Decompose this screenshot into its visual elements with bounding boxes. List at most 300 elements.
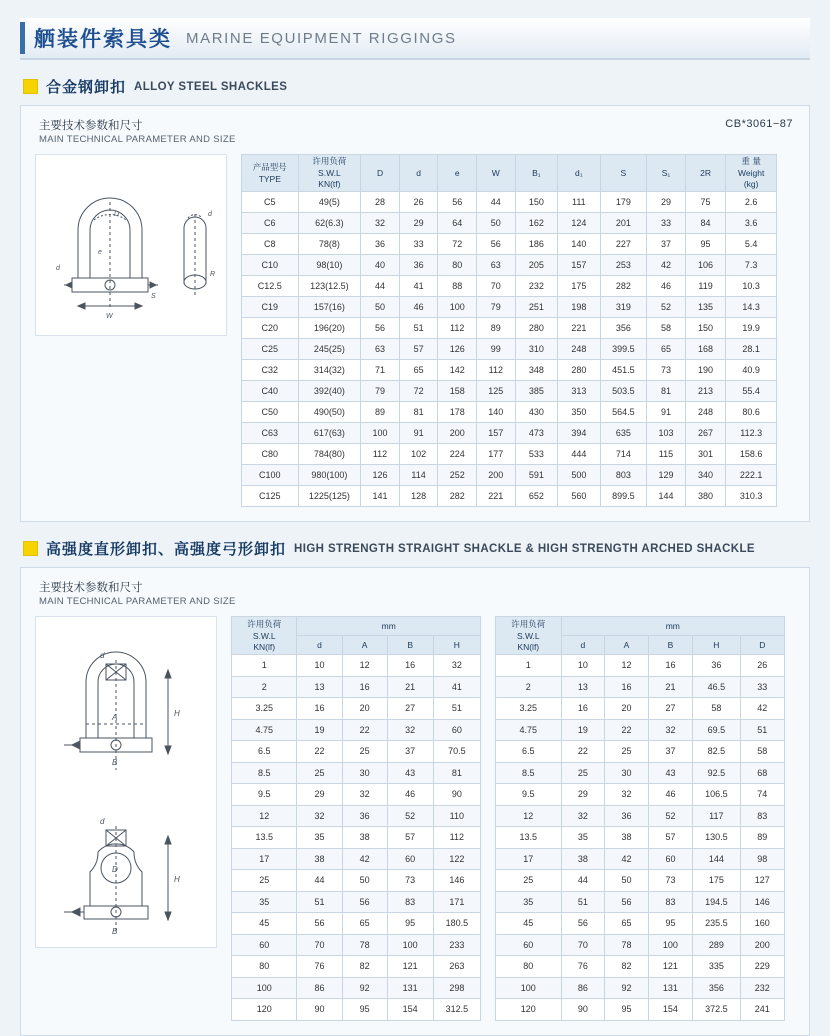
table-row — [232, 934, 481, 956]
cell: 78 — [342, 934, 387, 956]
cell: 81 — [399, 402, 438, 423]
cell: 70 — [561, 934, 605, 956]
cell: 714 — [600, 444, 647, 465]
cell: 124 — [558, 213, 601, 234]
cell: 60 — [648, 848, 692, 870]
cell: 76 — [561, 956, 605, 978]
cell: 64 — [438, 213, 477, 234]
cell: 13 — [297, 676, 342, 698]
cell: C8 — [242, 234, 299, 255]
section2-subtitle — [39, 580, 795, 608]
cell: 123(12.5) — [298, 276, 361, 297]
cell: 91 — [399, 423, 438, 444]
cell: 33 — [647, 213, 686, 234]
alloy-steel-shackle-figure — [35, 154, 227, 336]
col-group-mm-right: mm — [561, 617, 784, 636]
cell: 444 — [558, 444, 601, 465]
cell: 90 — [433, 784, 480, 806]
alloy-steel-shackles-table — [241, 154, 777, 507]
table-row — [496, 870, 785, 892]
table-row — [232, 762, 481, 784]
alloy-table-body — [242, 192, 777, 507]
cell: 41 — [399, 276, 438, 297]
cell: 356 — [693, 977, 740, 999]
cell: 36 — [399, 255, 438, 276]
col-swl-cn: 许用负荷 — [511, 619, 546, 630]
cell: 190 — [685, 360, 726, 381]
cell: 280 — [558, 360, 601, 381]
cell: 157 — [477, 423, 516, 444]
svg-text:d: d — [208, 211, 212, 218]
cell: 201 — [600, 213, 647, 234]
cell: 232 — [515, 276, 558, 297]
cell: 490(50) — [298, 402, 361, 423]
cell: 8.5 — [496, 762, 562, 784]
cell: 46 — [399, 297, 438, 318]
cell: 157(16) — [298, 297, 361, 318]
cell: 122 — [433, 848, 480, 870]
cell: 146 — [433, 870, 480, 892]
cell: 43 — [387, 762, 433, 784]
cell: 56 — [342, 891, 387, 913]
cell: 44 — [477, 192, 516, 213]
cell: 19 — [561, 719, 605, 741]
cell: 1 — [496, 655, 562, 677]
cell: 154 — [648, 999, 692, 1021]
cell: 298 — [433, 977, 480, 999]
cell: 194.5 — [693, 891, 740, 913]
table-row — [496, 934, 785, 956]
cell: 80 — [438, 255, 477, 276]
cell: 49(5) — [298, 192, 361, 213]
cell: 356 — [600, 318, 647, 339]
cell: 7.3 — [726, 255, 777, 276]
cell: 73 — [647, 360, 686, 381]
cell: 56 — [361, 318, 400, 339]
table-header-row — [242, 155, 777, 192]
cell: 158 — [438, 381, 477, 402]
cell: 36 — [342, 805, 387, 827]
table-row — [496, 891, 785, 913]
cell: 227 — [600, 234, 647, 255]
svg-text:R: R — [210, 271, 216, 278]
col-swl-cn: 许用负荷 — [312, 157, 347, 167]
table-row — [242, 297, 777, 318]
cell: 19.9 — [726, 318, 777, 339]
col-e: e — [438, 155, 477, 192]
svg-text:W: W — [106, 313, 113, 320]
col-swl-en: S.W.L — [516, 630, 540, 641]
cell: 385 — [515, 381, 558, 402]
cell: 70.5 — [433, 741, 480, 763]
col-D-right: D — [740, 636, 784, 655]
cell: 635 — [600, 423, 647, 444]
cell: C10 — [242, 255, 299, 276]
cell: 280 — [515, 318, 558, 339]
cell: 95 — [342, 999, 387, 1021]
cell: 78(8) — [298, 234, 361, 255]
cell: 46 — [647, 276, 686, 297]
cell: 22 — [561, 741, 605, 763]
cell: 86 — [561, 977, 605, 999]
cell: 222.1 — [726, 465, 777, 486]
cell: 46.5 — [693, 676, 740, 698]
cell: 314(32) — [298, 360, 361, 381]
cell: 451.5 — [600, 360, 647, 381]
cell: 348 — [515, 360, 558, 381]
straight-shackle-table-body — [232, 655, 481, 1021]
cell: 106 — [685, 255, 726, 276]
col-W: W — [477, 155, 516, 192]
square-bullet-icon — [24, 80, 37, 93]
cell: 50 — [342, 870, 387, 892]
cell: 248 — [685, 402, 726, 423]
cell: 89 — [361, 402, 400, 423]
cell: 42 — [647, 255, 686, 276]
table-row — [232, 848, 481, 870]
col-A-right: A — [605, 636, 649, 655]
cell: 81 — [433, 762, 480, 784]
cell: 241 — [740, 999, 784, 1021]
cell: 128 — [399, 486, 438, 507]
cell: 154 — [387, 999, 433, 1021]
table-row — [242, 276, 777, 297]
cell: 80.6 — [726, 402, 777, 423]
cell: 899.5 — [600, 486, 647, 507]
cell: 131 — [648, 977, 692, 999]
cell: 200 — [477, 465, 516, 486]
col-d-right: d — [561, 636, 605, 655]
cell: 60 — [232, 934, 297, 956]
cell: 340 — [685, 465, 726, 486]
table-row — [242, 402, 777, 423]
cell: 186 — [515, 234, 558, 255]
cell: 9.5 — [232, 784, 297, 806]
cell: 32 — [605, 784, 649, 806]
cell: 30 — [342, 762, 387, 784]
cell: 125 — [477, 381, 516, 402]
cell: 32 — [387, 719, 433, 741]
cell: 73 — [648, 870, 692, 892]
cell: 58 — [647, 318, 686, 339]
cell: 6.5 — [496, 741, 562, 763]
cell: 40 — [361, 255, 400, 276]
cell: 102 — [399, 444, 438, 465]
cell: 46 — [387, 784, 433, 806]
cell: 26 — [399, 192, 438, 213]
cell: 591 — [515, 465, 558, 486]
cell: 121 — [648, 956, 692, 978]
col-swl-unit: KN(tf) — [318, 179, 341, 189]
cell: 617(63) — [298, 423, 361, 444]
table-row — [496, 913, 785, 935]
cell: 126 — [438, 339, 477, 360]
cell: 121 — [387, 956, 433, 978]
col-type-cn: 产品型号 — [252, 162, 287, 173]
cell: 37 — [647, 234, 686, 255]
cell: 37 — [387, 741, 433, 763]
table-row — [232, 827, 481, 849]
table-row — [496, 784, 785, 806]
cell: 473 — [515, 423, 558, 444]
cell: 32 — [648, 719, 692, 741]
cell: 38 — [342, 827, 387, 849]
cell: 28 — [361, 192, 400, 213]
cell: 144 — [647, 486, 686, 507]
cell: 40.9 — [726, 360, 777, 381]
table-row — [242, 192, 777, 213]
cell: 38 — [605, 827, 649, 849]
cell: 81 — [647, 381, 686, 402]
cell: 16 — [605, 676, 649, 698]
cell: C40 — [242, 381, 299, 402]
cell: 120 — [496, 999, 562, 1021]
cell: 126 — [361, 465, 400, 486]
cell: 282 — [600, 276, 647, 297]
cell: 13.5 — [232, 827, 297, 849]
cell: 63 — [361, 339, 400, 360]
cell: 652 — [515, 486, 558, 507]
cell: 92 — [605, 977, 649, 999]
cell: 25 — [605, 741, 649, 763]
cell: 20 — [342, 698, 387, 720]
cell: 29 — [647, 192, 686, 213]
cell: 119 — [685, 276, 726, 297]
cell: 84 — [685, 213, 726, 234]
cell: 71 — [361, 360, 400, 381]
cell: C19 — [242, 297, 299, 318]
cell: 35 — [561, 827, 605, 849]
cell: 42 — [605, 848, 649, 870]
cell: 57 — [648, 827, 692, 849]
table-row — [242, 234, 777, 255]
high-strength-tables — [231, 616, 785, 1021]
table-row — [232, 676, 481, 698]
cell: 100 — [438, 297, 477, 318]
cell: 56 — [477, 234, 516, 255]
cell: 5.4 — [726, 234, 777, 255]
cell: 32 — [361, 213, 400, 234]
cell: 60 — [496, 934, 562, 956]
cell: 38 — [297, 848, 342, 870]
col-2R: 2R — [685, 155, 726, 192]
cell: 178 — [438, 402, 477, 423]
section2-panel — [20, 567, 810, 1036]
cell: 301 — [685, 444, 726, 465]
cell: 4.75 — [496, 719, 562, 741]
cell: 46 — [648, 784, 692, 806]
cell: 560 — [558, 486, 601, 507]
cell: 29 — [399, 213, 438, 234]
cell: 12 — [342, 655, 387, 677]
cell: 112 — [433, 827, 480, 849]
cell: 21 — [387, 676, 433, 698]
col-weight-unit: (kg) — [743, 179, 759, 189]
cell: 140 — [558, 234, 601, 255]
cell: 313 — [558, 381, 601, 402]
cell: 10.3 — [726, 276, 777, 297]
cell: 564.5 — [600, 402, 647, 423]
cell: 179 — [600, 192, 647, 213]
cell: 12 — [496, 805, 562, 827]
cell: 430 — [515, 402, 558, 423]
cell: 803 — [600, 465, 647, 486]
cell: 21 — [648, 676, 692, 698]
cell: 100 — [361, 423, 400, 444]
cell: 12 — [605, 655, 649, 677]
table-row — [496, 741, 785, 763]
table-header-row-group — [496, 617, 785, 636]
cell: 114 — [399, 465, 438, 486]
cell: 2 — [496, 676, 562, 698]
table-row — [242, 486, 777, 507]
cell: 51 — [561, 891, 605, 913]
section2-subtitle-cn: 主要技术参数和尺寸 — [39, 580, 143, 594]
cell: 100 — [648, 934, 692, 956]
table-row — [232, 741, 481, 763]
table-row — [496, 956, 785, 978]
cell: 233 — [433, 934, 480, 956]
cell: 83 — [387, 891, 433, 913]
cell: 129 — [647, 465, 686, 486]
cell: 95 — [387, 913, 433, 935]
table-row — [232, 805, 481, 827]
svg-text:S: S — [151, 293, 156, 300]
cell: 42 — [740, 698, 784, 720]
table-row — [232, 956, 481, 978]
cell: 25 — [297, 762, 342, 784]
table-row — [232, 698, 481, 720]
cell: 72 — [399, 381, 438, 402]
cell: 106.5 — [693, 784, 740, 806]
cell: 43 — [648, 762, 692, 784]
cell: 83 — [740, 805, 784, 827]
svg-text:d: d — [56, 265, 60, 272]
col-type — [242, 155, 299, 192]
table-row — [496, 848, 785, 870]
svg-text:e: e — [98, 249, 102, 256]
square-bullet-icon — [24, 542, 37, 555]
table-row — [496, 762, 785, 784]
standard-code: CB*3061−87 — [725, 118, 793, 130]
cell: 51 — [399, 318, 438, 339]
cell: 63 — [477, 255, 516, 276]
cell: 100 — [232, 977, 297, 999]
cell: 319 — [600, 297, 647, 318]
cell: 27 — [387, 698, 433, 720]
cell: 29 — [561, 784, 605, 806]
cell: 19 — [297, 719, 342, 741]
cell: 57 — [387, 827, 433, 849]
svg-text:d: d — [100, 817, 105, 826]
table-row — [242, 213, 777, 234]
cell: 372.5 — [693, 999, 740, 1021]
col-swl — [298, 155, 361, 192]
cell: 196(20) — [298, 318, 361, 339]
table-row — [496, 676, 785, 698]
cell: 312.5 — [433, 999, 480, 1021]
cell: 92 — [342, 977, 387, 999]
cell: 150 — [515, 192, 558, 213]
col-swl-right — [496, 617, 562, 655]
cell: 73 — [387, 870, 433, 892]
table-row — [232, 784, 481, 806]
cell: 51 — [740, 719, 784, 741]
cell: 20 — [605, 698, 649, 720]
cell: 120 — [232, 999, 297, 1021]
cell: 100 — [387, 934, 433, 956]
table-row — [496, 827, 785, 849]
table-row — [232, 999, 481, 1021]
col-swl-unit: KN(lf) — [253, 641, 276, 652]
cell: 70 — [477, 276, 516, 297]
cell: 200 — [438, 423, 477, 444]
cell: 9.5 — [496, 784, 562, 806]
cell: 392(40) — [298, 381, 361, 402]
cell: 95 — [685, 234, 726, 255]
cell: 78 — [605, 934, 649, 956]
col-type-en: TYPE — [258, 173, 281, 184]
cell: 38 — [561, 848, 605, 870]
cell: 98(10) — [298, 255, 361, 276]
table-row — [496, 999, 785, 1021]
shackle-technical-drawing-icon — [38, 158, 224, 332]
cell: 33 — [399, 234, 438, 255]
section1-subtitle-cn: 主要技术参数和尺寸 — [39, 118, 143, 132]
cell: 79 — [361, 381, 400, 402]
col-weight-en: Weight — [738, 168, 765, 178]
cell: 784(80) — [298, 444, 361, 465]
cell: 25 — [561, 762, 605, 784]
cell: 289 — [693, 934, 740, 956]
cell: 158.6 — [726, 444, 777, 465]
cell: 13 — [561, 676, 605, 698]
cell: 2.6 — [726, 192, 777, 213]
cell: 80 — [232, 956, 297, 978]
cell: 3.25 — [232, 698, 297, 720]
cell: 95 — [605, 999, 649, 1021]
cell: C50 — [242, 402, 299, 423]
cell: 41 — [433, 676, 480, 698]
cell: 22 — [297, 741, 342, 763]
cell: 144 — [693, 848, 740, 870]
cell: 44 — [297, 870, 342, 892]
cell: 168 — [685, 339, 726, 360]
col-H-right: H — [693, 636, 740, 655]
cell: 28.1 — [726, 339, 777, 360]
arched-shackle-table — [495, 616, 785, 1021]
cell: 110 — [433, 805, 480, 827]
cell: 335 — [693, 956, 740, 978]
cell: 70 — [297, 934, 342, 956]
cell: C5 — [242, 192, 299, 213]
cell: 175 — [558, 276, 601, 297]
table-row — [496, 977, 785, 999]
table-row — [242, 465, 777, 486]
col-swl-en: S.W.L — [318, 168, 341, 178]
col-swl-left — [232, 617, 297, 655]
cell: 99 — [477, 339, 516, 360]
section1-subtitle-en: MAIN TECHNICAL PARAMETER AND SIZE — [39, 134, 236, 145]
cell: 29 — [297, 784, 342, 806]
cell: 16 — [342, 676, 387, 698]
cell: 82 — [605, 956, 649, 978]
cell: 200 — [740, 934, 784, 956]
table-row — [232, 891, 481, 913]
cell: 248 — [558, 339, 601, 360]
cell: 980(100) — [298, 465, 361, 486]
cell: 82 — [342, 956, 387, 978]
